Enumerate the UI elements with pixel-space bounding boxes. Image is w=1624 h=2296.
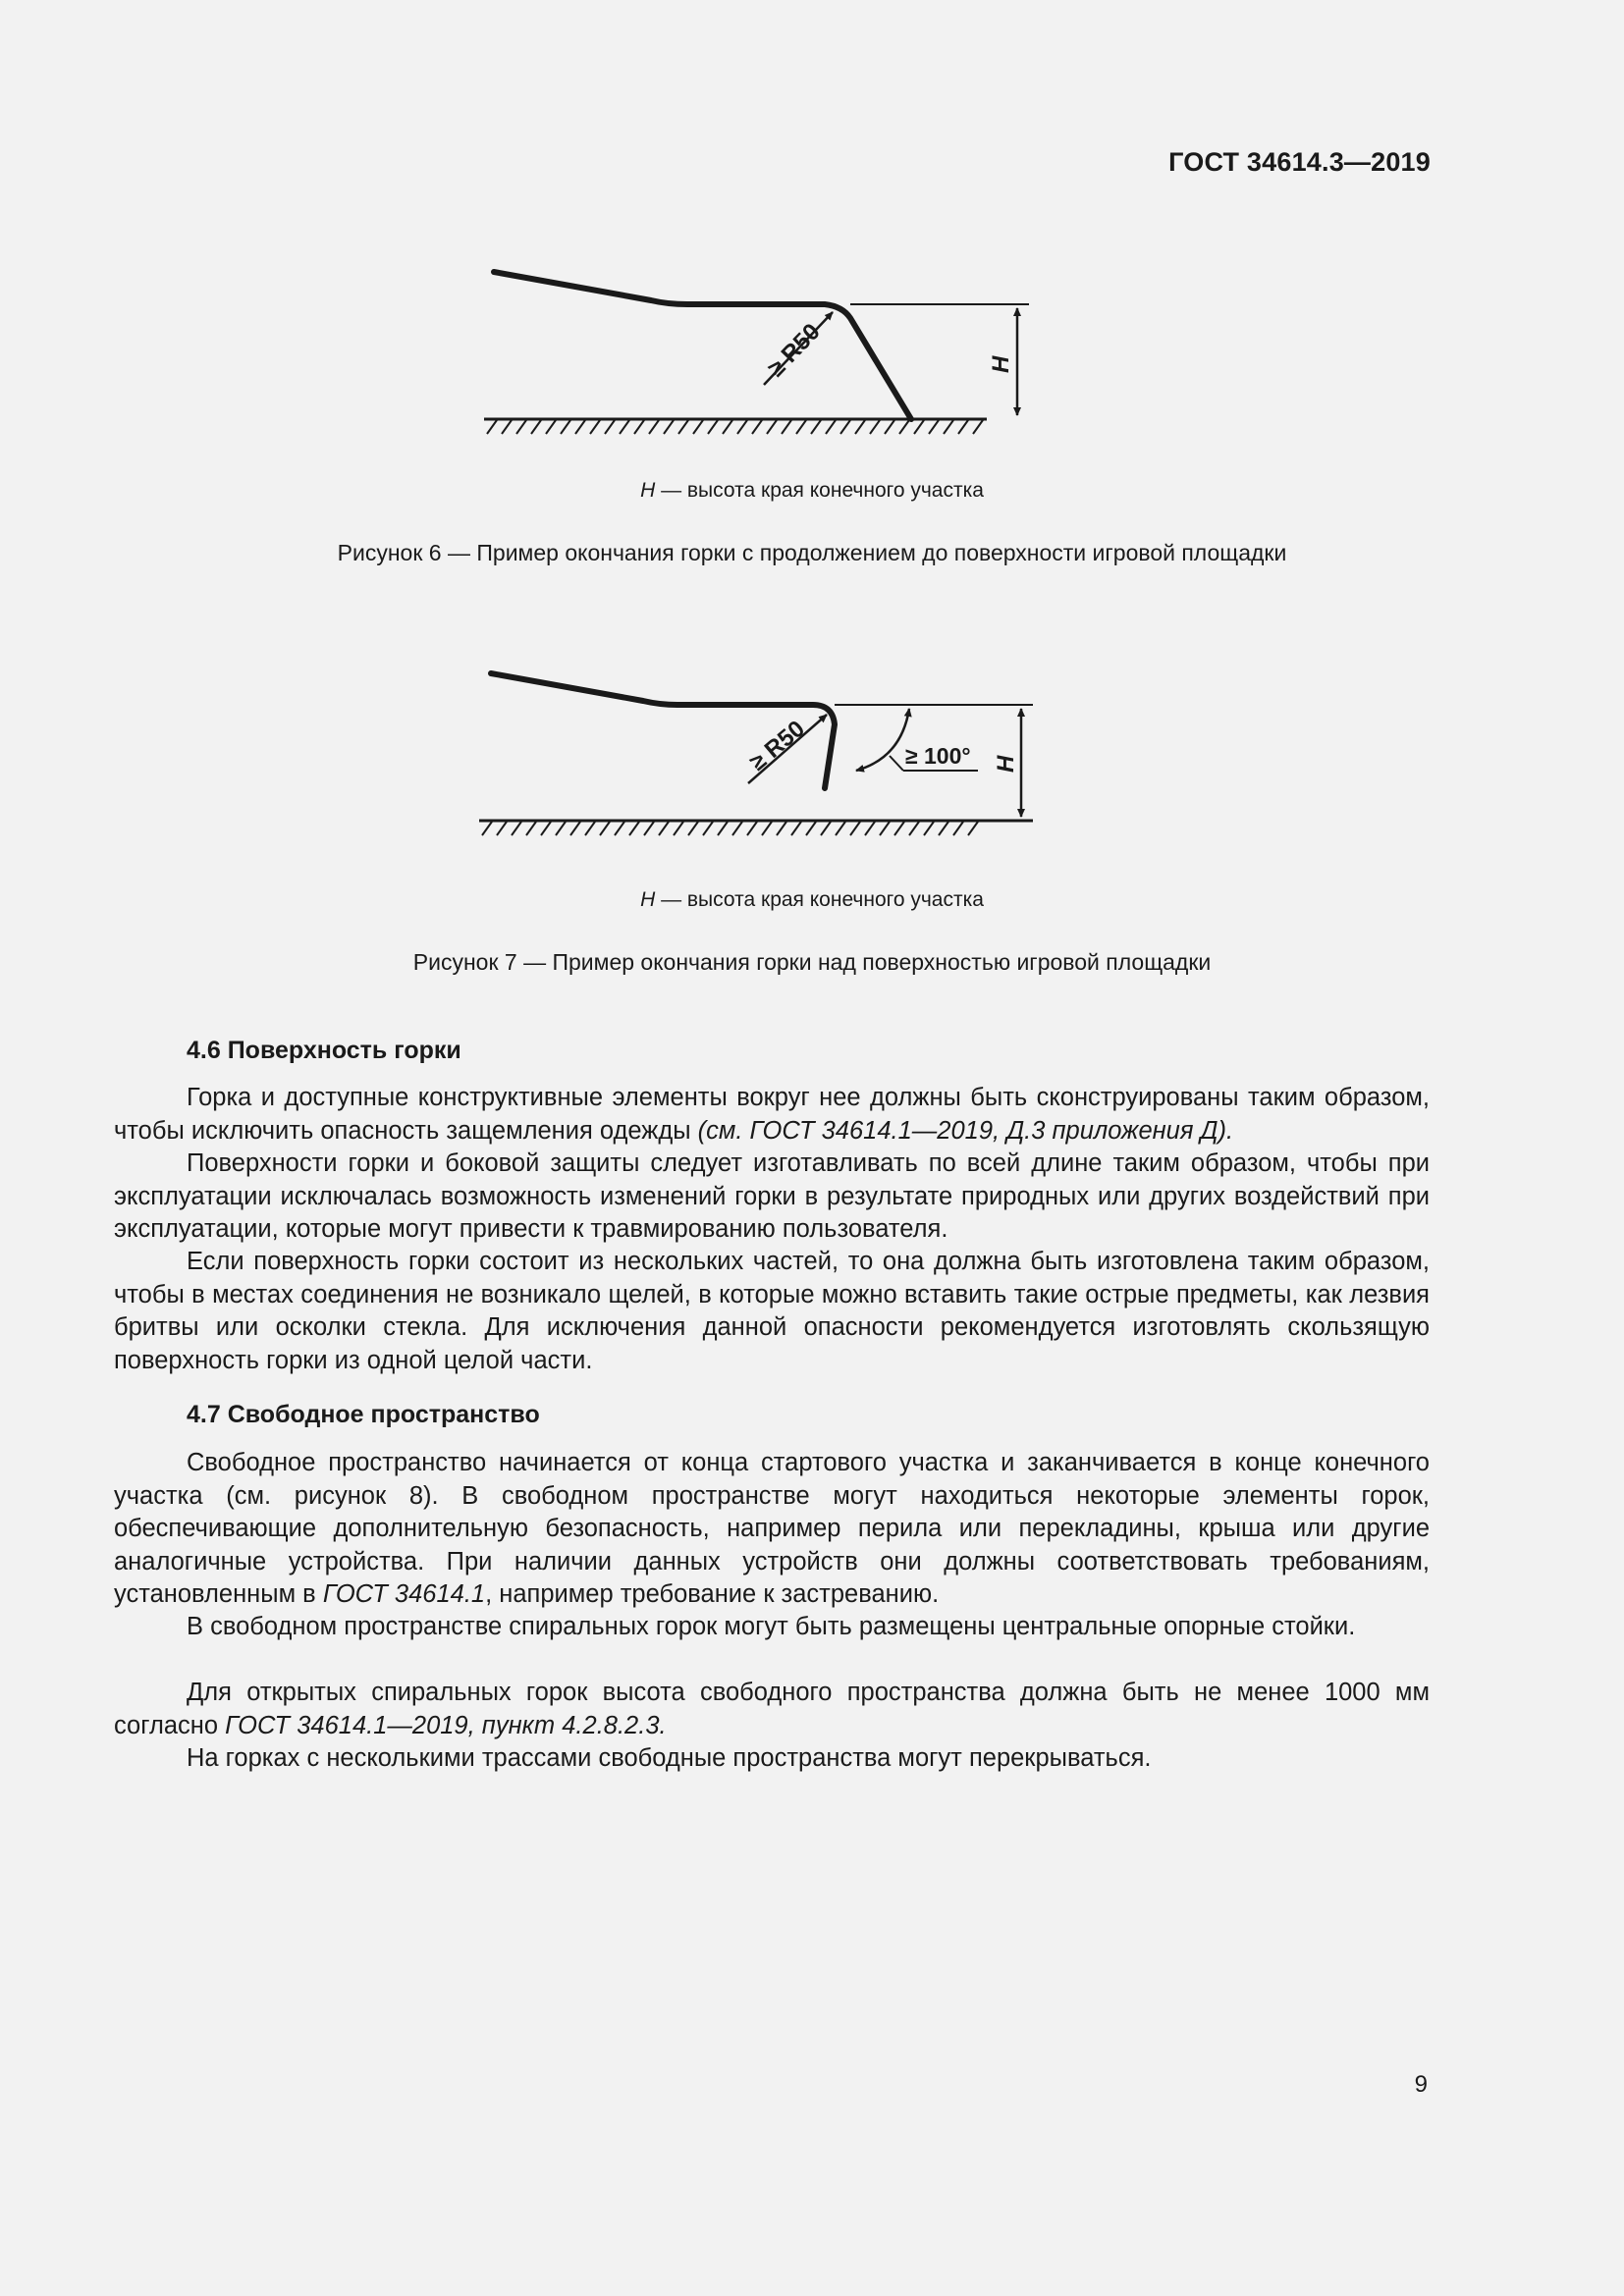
figure-7-caption: Рисунок 7 — Пример окончания горки над поверхностью игровой площадки <box>412 949 1212 975</box>
height-label: H <box>988 355 1014 373</box>
reference: ГОСТ 34614.1—2019, пункт 4.2.8.2.3. <box>225 1711 667 1739</box>
section-4-7-paragraph-1: Свободное пространство начинается от конца стартового участка и заканчивается в конце конечного участка (см. рисунок 8). В свободном пространстве могут находиться некоторые элементы горок, обеспечивающие дополнительную безопасность, например перила или перекладины, крыша или другие аналогичные устройства. При наличии данных устройств они должны соответствовать требованиям, установленным в ГОСТ 34614.1, например требование к застреванию. <box>114 1449 1430 1608</box>
legend-text: — высота края конечного участка <box>655 888 984 911</box>
angle-leader-diag <box>890 756 903 771</box>
page-number: 9 <box>1414 2071 1428 2098</box>
section-4-6-paragraph-1: Горка и доступные конструктивные элементы вокруг нее должны быть сконструированы таким образом, чтобы исключить опасность защемления одежды (см. ГОСТ 34614.1—2019, Д.3 приложения Д). <box>114 1084 1430 1145</box>
legend-symbol: H <box>640 479 656 502</box>
legend-text: — высота края конечного участка <box>655 479 984 502</box>
radius-label: ≥ R50 <box>762 318 826 383</box>
section-4-7-title: 4.7 Свободное пространство <box>187 1401 540 1428</box>
section-4-6-paragraph-3: Если поверхность горки состоит из нескольких частей, то она должна быть изготовлена таким образом, чтобы в местах соединения не возникало щелей, в которые можно вставить такие острые предметы, как лезвия бритвы или осколки стекла. Для исключения данной опасности рекомендуется изготовлять скользящую поверхность горки из одной целой части. <box>114 1248 1430 1374</box>
angle-label: ≥ 100° <box>905 743 971 769</box>
figure-7-drawing <box>0 0 1624 883</box>
reference: (см. ГОСТ 34614.1—2019, Д.3 приложения Д). <box>697 1116 1234 1145</box>
document-code: ГОСТ 34614.3—2019 <box>1168 147 1431 177</box>
reference: ГОСТ 34614.1 <box>322 1580 486 1608</box>
section-4-7-paragraph-2: В свободном пространстве спиральных горок могут быть размещены центральные опорные стойки. <box>187 1613 1356 1640</box>
ground-hatching <box>482 822 978 835</box>
radius-label: ≥ R50 <box>744 715 810 776</box>
figure-6-caption: Рисунок 6 — Пример окончания горки с продолжением до поверхности игровой площадки <box>337 540 1287 565</box>
section-4-6-paragraph-2: Поверхности горки и боковой защиты следует изготавливать по всей длине таким образом, чтобы при эксплуатации исключалась возможность изменений горки в результате природных или других воздействий при эксплуатации, которые могут привести к травмированию пользователя. <box>114 1149 1430 1243</box>
section-4-6-title: 4.6 Поверхность горки <box>187 1037 461 1064</box>
section-4-7-paragraph-4: На горках с несколькими трассами свободные пространства могут перекрываться. <box>187 1744 1152 1772</box>
figure-7-legend <box>0 888 1624 912</box>
angle-arc <box>856 709 909 771</box>
section-4-7-paragraph-3: Для открытых спиральных горок высота свободного пространства должна быть не менее 1000 мм согласно ГОСТ 34614.1—2019, пункт 4.2.8.2.3. <box>114 1679 1430 1739</box>
height-label: H <box>993 755 1019 773</box>
legend-symbol: H <box>640 888 656 911</box>
